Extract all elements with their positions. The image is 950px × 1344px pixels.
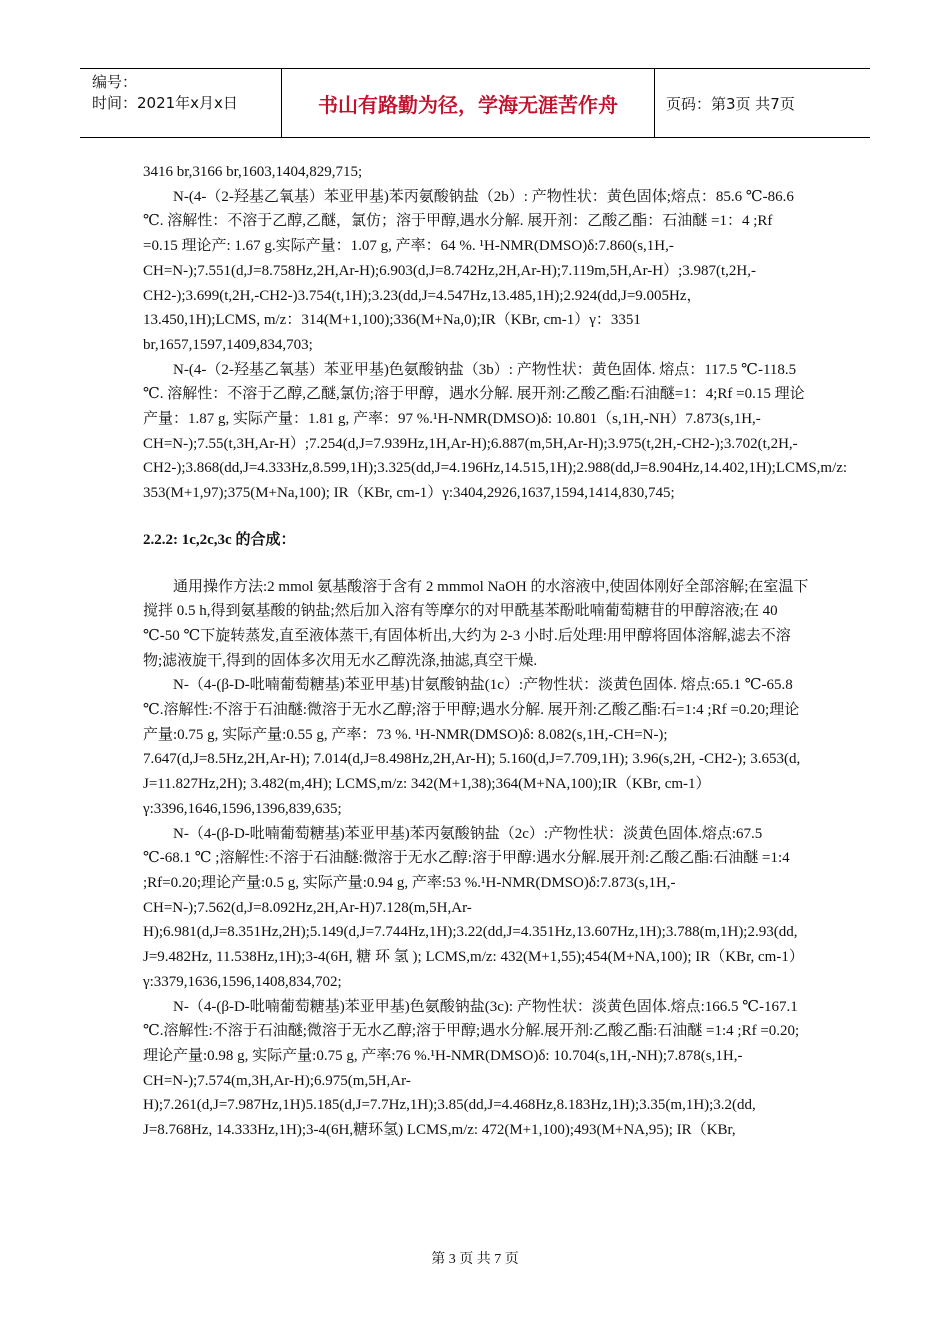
serial-label: 编号：	[92, 73, 138, 91]
page-footer: 第 3 页 共 7 页	[431, 1252, 519, 1267]
paragraph-compound-2c: N-（4-(β-D-吡喃葡萄糖基)苯亚甲基)苯丙氨酸钠盐（2c）:产物性状：淡黄色固体.熔点:67.5 ℃-68.1 ℃ ;溶解性:不溶于石油醚:微溶于无水乙醇:溶于甲醇:遇水分解.展开剂:乙酸乙酯:石油醚 =1:4 ;Rf=0.20;理论产量:0.5 g, 实际产量:0.94 g, 产率:53 %.¹H-NMR(DMSO)δ:7.873(s,1H,-CH=N-);7.562(d,J=8.092Hz,2H,Ar-H)7.128(m,5H,Ar-H);6.981(d,J=8.351Hz,2H);5.149(d,J=7.744Hz,1H);3.22(dd,J=4.351Hz,13.607Hz,1H);3.788(m,1H);2.93(dd, J=9.482Hz, 11.538Hz,1H);3-4(6H, 糖 环 氢 ); LCMS,m/z: 432(M+1,55);454(M+NA,100); IR（KBr, cm-1）γ:3379,1636,1596,1408,834,702;	[143, 825, 804, 990]
paragraph-compound-3c: N-（4-(β-D-吡喃葡萄糖基)苯亚甲基)色氨酸钠盐(3c): 产物性状：淡黄色固体.熔点:166.5 ℃-167.1 ℃.溶解性:不溶于石油醚;微溶于无水乙醇;溶于甲醇;遇水分解.展开剂:乙酸乙酯:石油醚 =1:4 ;Rf =0.20;理论产量:0.98 g, 实际产量:0.75 g, 产率:76 %.¹H-NMR(DMSO)δ: 10.704(s,1H,-NH);7.878(s,1H,-CH=N-);7.574(m,3H,Ar-H);6.975(m,5H,Ar-H);7.261(d,J=7.987Hz,1H)5.185(d,J=7.7Hz,1H);3.85(dd,J=4.468Hz,8.183Hz,1H);3.35(m,1H);3.2(dd, J=8.768Hz, 14.333Hz,1H);3-4(6H,糖环氢) LCMS,m/z: 472(M+1,100);493(M+NA,95); IR（KBr,	[143, 998, 800, 1139]
paragraph-compound-3b: N-(4-（2-羟基乙氧基）苯亚甲基)色氨酸钠盐（3b）: 产物性状：黄色固体. 熔点：117.5 ℃-118.5 ℃. 溶解性：不溶于乙醇,乙醚,氯仿;溶于甲醇，遇水分解. 展开剂:乙酸乙酯:石油醚=1：4;Rf =0.15 理论产量：1.87 g, 实际产量：1.81 g, 产率：97 %.¹H-NMR(DMSO)δ: 10.801（s,1H,-NH）7.873(s,1H,-CH=N-);7.55(t,3H,Ar-H）;7.254(d,J=7.939Hz,1H,Ar-H);6.887(m,5H,Ar-H);3.975(t,2H,-CH2-);3.702(t,2H,-CH2-);3.868(dd,J=4.333Hz,8.599,1H);3.325(dd,J=4.196Hz,14.515,1H);2.988(dd,J=8.904Hz,14.402,1H);LCMS,m/z: 353(M+1,97);375(M+Na,100); IR（KBr, cm-1）γ:3404,2926,1637,1594,1414,830,745;	[143, 361, 848, 502]
paragraph-ir-data: 3416 br,3166 br,1603,1404,829,715;	[143, 164, 363, 180]
header-meta	[80, 69, 282, 137]
header-page-label: 页码：第3页 共7页	[666, 94, 795, 113]
section-heading: 2.2.2: 1c,2c,3c 的合成：	[143, 531, 296, 548]
paragraph-general-procedure: 通用操作方法:2 mmol 氨基酸溶于含有 2 mmmol NaOH 的水溶液中,使固体刚好全部溶解;在室温下搅拌 0.5 h,得到氨基酸的钠盐;然后加入溶有等摩尔的对甲酰基苯酚吡喃葡萄糖苷的甲醇溶液;在 40 ℃-50 ℃下旋转蒸发,直至液体蒸干,有固体析出,大约为 2-3 小时.后处理:用甲醇将固体溶解,滤去不溶物;滤液旋干,得到的固体多次用无水乙醇洗涤,抽滤,真空干燥.	[143, 578, 809, 669]
paragraph-compound-2b: N-(4-（2-羟基乙氧基）苯亚甲基)苯丙氨酸钠盐（2b）: 产物性状：黄色固体;熔点：85.6 ℃-86.6 ℃. 溶解性：不溶于乙醇,乙醚，氯仿；溶于甲醇,遇水分解. 展开剂：乙酸乙酯：石油醚 =1：4 ;Rf =0.15 理论产: 1.67 g.实际产量：1.07 g, 产率：64 %. ¹H-NMR(DMSO)δ:7.860(s,1H,-CH=N-);7.551(d,J=8.758Hz,2H,Ar-H);6.903(d,J=8.742Hz,2H,Ar-H);7.119m,5H,Ar-H）;3.987(t,2H,-CH2-);3.699(t,2H,-CH2-)3.754(t,1H);3.23(dd,J=4.547Hz,13.485,1H);2.924(dd,J=9.005Hz，13.450,1H);LCMS, m/z：314(M+1,100);336(M+Na,0);IR（KBr, cm-1）γ：3351 br,1657,1597,1409,834,703;	[143, 188, 794, 353]
header-motto: 书山有路勤为径，学海无涯苦作舟	[282, 69, 655, 137]
date-label: 时间：2021年x月x日	[92, 94, 238, 112]
page-header	[80, 68, 870, 138]
document-body	[143, 160, 848, 1143]
paragraph-compound-1c: N-（4-(β-D-吡喃葡萄糖基)苯亚甲基)甘氨酸钠盐(1c）:产物性状：淡黄色固体. 熔点:65.1 ℃-65.8 ℃.溶解性:不溶于石油醚:微溶于无水乙醇;溶于甲醇;遇水分解. 展开剂:乙酸乙酯:石=1:4 ;Rf =0.20;理论产量:0.75 g, 实际产量:0.55 g, 产率：73 %. ¹H-NMR(DMSO)δ: 8.082(s,1H,-CH=N-); 7.647(d,J=8.5Hz,2H,Ar-H); 7.014(d,J=8.498Hz,2H,Ar-H); 5.160(d,J=7.709,1H); 3.96(s,2H, -CH2-); 3.653(d, J=11.827Hz,2H); 3.482(m,4H); LCMS,m/z: 342(M+1,38);364(M+NA,100);IR（KBr, cm-1）γ:3396,1646,1596,1396,839,635;	[143, 677, 801, 817]
